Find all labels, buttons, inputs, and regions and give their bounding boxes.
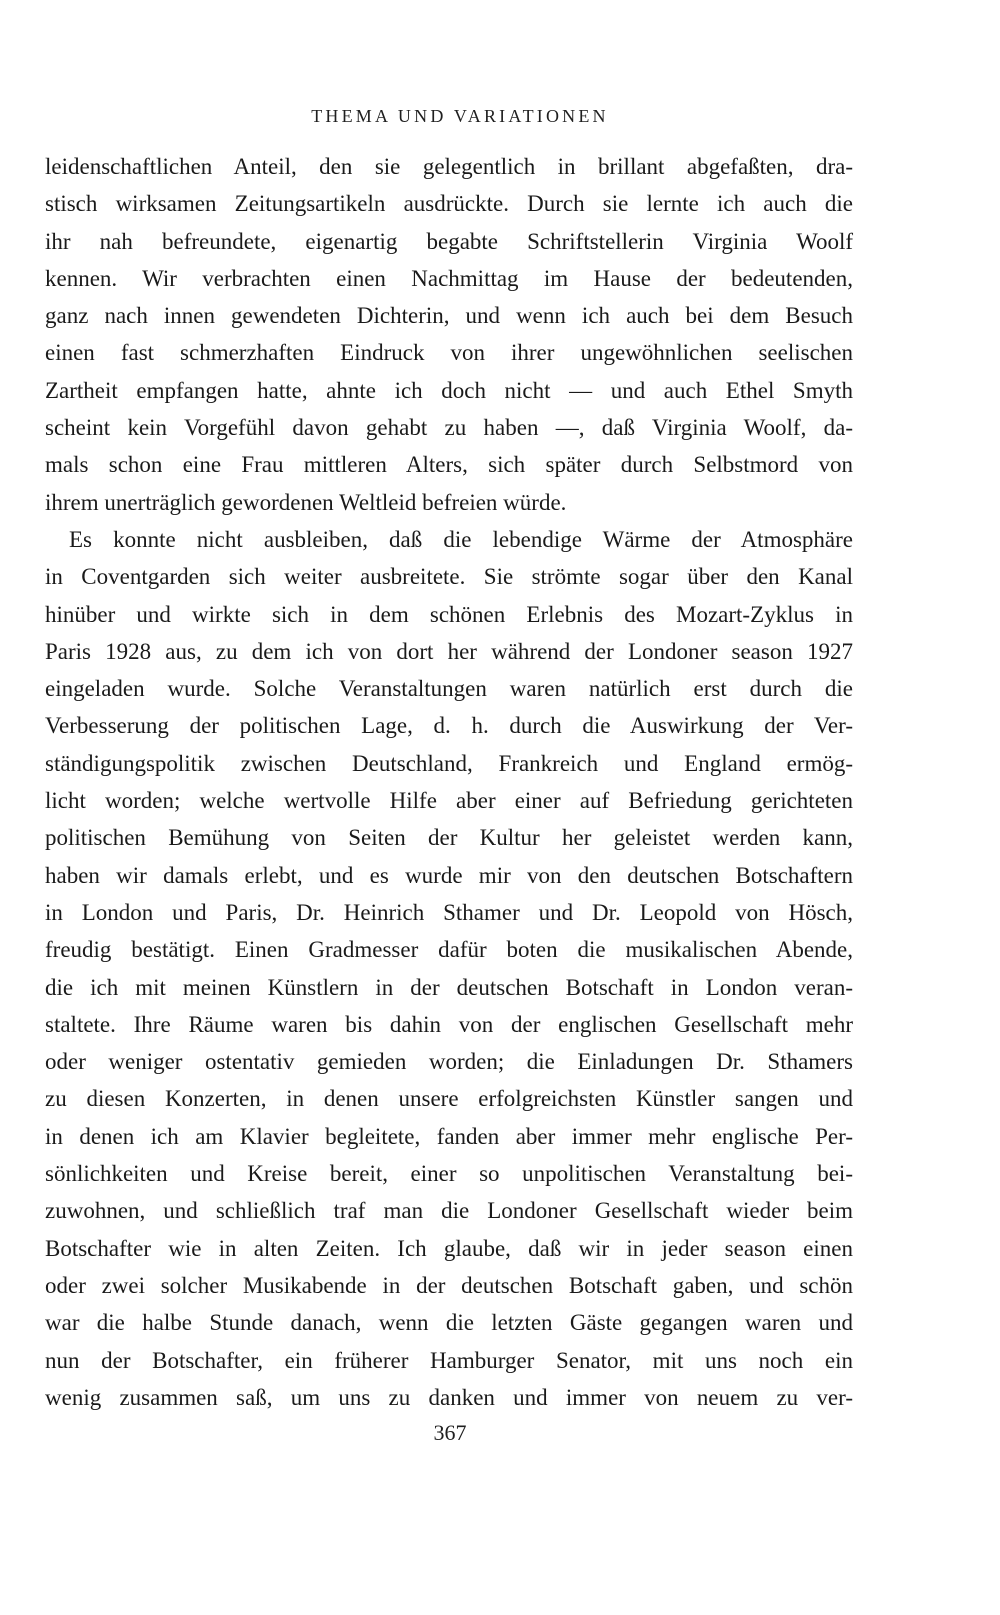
text-line: leidenschaftlichen Anteil, den sie gelegentlich in brillant abgefaßten, dra-: [45, 154, 853, 179]
text-line: in denen ich am Klavier begleitete, fanden aber immer mehr englische Per-: [45, 1123, 853, 1149]
text-line: politischen Bemühung von Seiten der Kultur her geleistet werden kann,: [45, 825, 853, 851]
text-line: licht worden; welche wertvolle Hilfe aber einer auf Befriedung gerichteten: [45, 788, 853, 814]
text-line: wenig zusammen saß, um uns zu danken und immer von neuem zu ver-: [45, 1384, 853, 1410]
body-text: [45, 148, 853, 1416]
text-line: mals schon eine Frau mittleren Alters, sich später durch Selbstmord von: [45, 452, 853, 478]
text-line: ständigungspolitik zwischen Deutschland, Frankreich und England ermög-: [45, 750, 853, 776]
text-line: kennen. Wir verbrachten einen Nachmittag im Hause der bedeutenden,: [45, 265, 853, 291]
text-line: Paris 1928 aus, zu dem ich von dort her während der Londoner season 1927: [45, 638, 853, 664]
text-line: Verbesserung der politischen Lage, d. h. durch die Auswirkung der Ver-: [45, 713, 853, 739]
text-line: haben wir damals erlebt, und es wurde mir von den deutschen Botschaftern: [45, 862, 853, 888]
text-line: freudig bestätigt. Einen Gradmesser dafür boten die musikalischen Abende,: [45, 937, 853, 963]
paragraph-start-line: Es konnte nicht ausbleiben, daß die lebendige Wärme der Atmosphäre: [69, 526, 853, 552]
text-line: ihr nah befreundete, eigenartig begabte Schriftstellerin Virginia Woolf: [45, 228, 853, 254]
text-line: stisch wirksamen Zeitungsartikeln ausdrückte. Durch sie lernte ich auch die: [45, 191, 853, 217]
text-line: Botschafter wie in alten Zeiten. Ich glaube, daß wir in jeder season einen: [45, 1235, 853, 1261]
page-number: 367: [433, 1420, 467, 1445]
paragraph-end-line: ihrem unerträglich gewordenen Weltleid befreien würde.: [45, 489, 567, 515]
text-line: zu diesen Konzerten, in denen unsere erfolgreichsten Künstler sangen und: [45, 1086, 853, 1112]
text-line: staltete. Ihre Räume waren bis dahin von der englischen Gesellschaft mehr: [45, 1011, 853, 1037]
text-line: in London und Paris, Dr. Heinrich Sthamer und Dr. Leopold von Hösch,: [45, 899, 853, 925]
text-line: war die halbe Stunde danach, wenn die letzten Gäste gegangen waren und: [45, 1310, 853, 1336]
text-line: eingeladen wurde. Solche Veranstaltungen waren natürlich erst durch die: [45, 676, 853, 702]
text-line: scheint kein Vorgefühl davon gehabt zu haben —, daß Virginia Woolf, da-: [45, 415, 853, 441]
text-line: nun der Botschafter, ein früherer Hamburger Senator, mit uns noch ein: [45, 1347, 853, 1373]
text-line: sönlichkeiten und Kreise bereit, einer so unpolitischen Veranstaltung bei-: [45, 1161, 853, 1187]
text-line: hinüber und wirkte sich in dem schönen Erlebnis des Mozart-Zyklus in: [45, 601, 853, 627]
text-line: oder weniger ostentativ gemieden worden; die Einladungen Dr. Sthamers: [45, 1049, 853, 1075]
running-head: THEMA UND VARIATIONEN: [311, 106, 609, 126]
text-line: Zartheit empfangen hatte, ahnte ich doch nicht — und auch Ethel Smyth: [45, 377, 853, 403]
text-line: die ich mit meinen Künstlern in der deutschen Botschaft in London veran-: [45, 974, 853, 1000]
text-line: zuwohnen, und schließlich traf man die Londoner Gesellschaft wieder beim: [45, 1198, 853, 1224]
text-line: oder zwei solcher Musikabende in der deutschen Botschaft gaben, und schön: [45, 1272, 853, 1298]
text-line: ganz nach innen gewendeten Dichterin, und wenn ich auch bei dem Besuch: [45, 303, 853, 329]
text-line: in Coventgarden sich weiter ausbreitete. Sie strömte sogar über den Kanal: [45, 564, 853, 590]
text-line: einen fast schmerzhaften Eindruck von ihrer ungewöhnlichen seelischen: [45, 340, 853, 366]
